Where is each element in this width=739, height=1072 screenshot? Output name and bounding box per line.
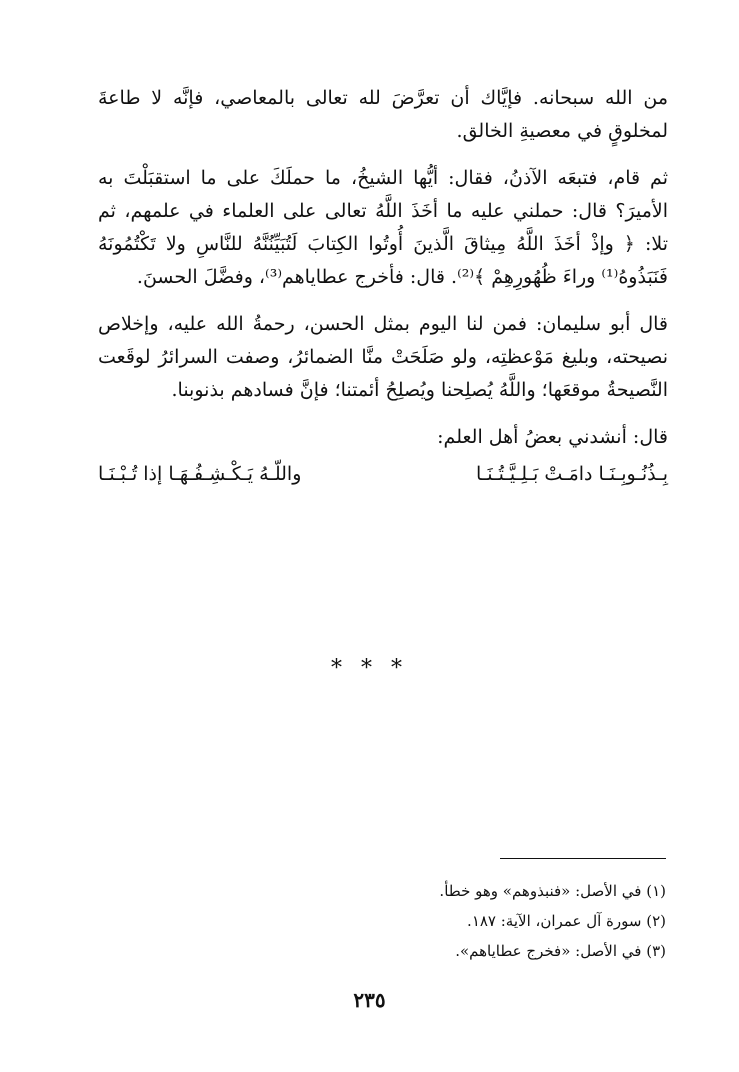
poetry-verse	[98, 458, 668, 491]
main-text	[98, 82, 668, 491]
paragraph-4: قال: أنشدني بعضُ أهل العلم:	[437, 426, 668, 448]
paragraph-2: ثم قام، فتبعَه الآذنُ، فقال: أيُّها الشيخُ، ما حملَكَ على ما استقبَلْتَ به الأميرَ؟ قال: حملني عليه ما أخَذَ اللَّهُ تعالى على العلماء في علمهم، ثم تلا: ﴿ وإذْ أخَذَ اللَّهُ مِيثاقَ الَّذينَ أُوتُوا الكِتابَ لَتُبَيِّنُنَّهُ للنَّاسِ ولا تَكْتُمُونَهُ فَنَبَذُوهُ⁽¹⁾ وراءَ ظُهُورِهِمْ ﴾⁽²⁾. قال: فأخرج عطاياهم⁽³⁾، وفضَّلَ الحسنَ.	[98, 167, 668, 288]
verse-second-hemistich: واللّـهُ يَـكْـشِـفُـهَـا إذا تُـبْـنَـا	[98, 463, 302, 485]
footnote-2: (٢) سورة آل عمران، الآية: ١٨٧.	[467, 912, 666, 930]
section-separator: * * *	[331, 656, 408, 681]
paragraph-3: قال أبو سليمان: فمن لنا اليوم بمثل الحسن، رحمةُ الله عليه، وإخلاص نصيحته، وبليغ مَوْعظتِه، ولو صَلَحَتْ منَّا الضمائرُ، وصفت السرائرُ لوقَعت النَّصيحةُ موقعَها؛ واللَّهُ يُصلِحنا ويُصلِحُ أئمتنا؛ فإنَّ فسادهم بذنوبنا.	[98, 313, 668, 401]
paragraph-1: من الله سبحانه. فإيَّاك أن تعرَّضَ لله تعالى بالمعاصي، فإنَّه لا طاعةَ لمخلوقٍ في معصيةِ الخالق.	[98, 87, 668, 142]
footnote-1: (١) في الأصل: «فنبذوهم» وهو خطأ.	[439, 882, 666, 900]
footnote-3: (٣) في الأصل: «فخرج عطاياهم».	[455, 942, 666, 960]
footnotes	[330, 876, 666, 966]
page-number: ٢٣٥	[353, 988, 386, 1012]
footnote-divider	[500, 858, 666, 859]
verse-first-hemistich: بِـذُنُـوبِـنَـا دامَـتْ بَـلِـيَّـتُـنَـا	[475, 463, 668, 485]
